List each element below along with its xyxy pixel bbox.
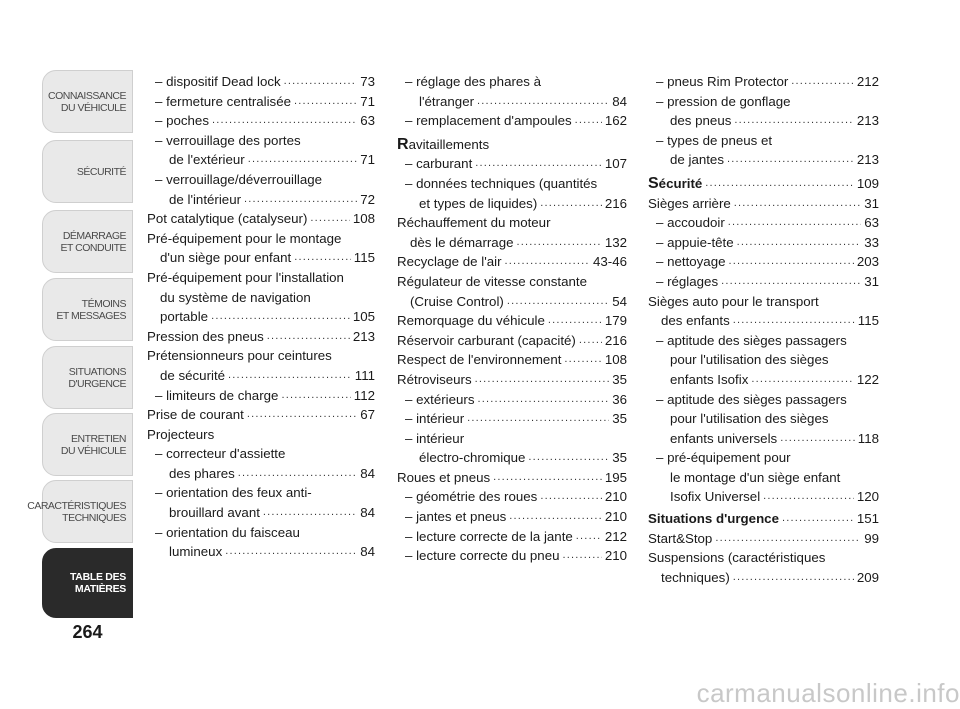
- index-entry-text: Sièges auto pour le transport: [648, 293, 819, 309]
- index-entry[interactable]: [397, 546, 627, 566]
- index-entry[interactable]: [147, 327, 375, 347]
- index-entry[interactable]: [648, 233, 879, 253]
- index-entry-text: de l'intérieur: [169, 191, 242, 207]
- index-entry-text: enfants universels: [670, 430, 778, 446]
- index-entry-text: Recyclage de l'air: [397, 254, 502, 270]
- index-entry-text: – pneus Rim Protector: [656, 74, 789, 89]
- index-entry-text: Respect de l'environnement: [397, 352, 562, 368]
- index-entry[interactable]: [397, 409, 627, 429]
- index-entry-text: – jantes et pneus: [405, 509, 507, 525]
- index-entry-text: Sièges arrière: [648, 195, 731, 211]
- leader-dots: [211, 307, 350, 327]
- index-entry-page: 67: [360, 407, 375, 423]
- index-entry-text: des pneus: [670, 113, 732, 129]
- index-entry-page: 35: [612, 371, 627, 387]
- index-entry-page: 203: [856, 254, 879, 270]
- chapter-tab-label: CONNAISSANCE DU VÉHICULE: [47, 89, 126, 114]
- index-entry[interactable]: [648, 331, 879, 351]
- index-entry-page: 112: [353, 387, 375, 403]
- leader-dots: [248, 150, 357, 170]
- index-entry-page: 132: [604, 234, 627, 250]
- index-entry-text: – pression de gonflage: [656, 93, 791, 109]
- index-entry-text: – verrouillage des portes: [155, 132, 301, 148]
- index-entry-page: 99: [864, 530, 879, 546]
- index-entry-text: l'étranger: [419, 93, 475, 109]
- leader-dots: [728, 213, 861, 233]
- index-entry-text: Pré-équipement pour le montage: [147, 230, 342, 246]
- leader-dots: [705, 174, 854, 194]
- index-entry-page: 213: [856, 152, 879, 168]
- index-entry-page: 109: [856, 175, 879, 191]
- leader-dots: [281, 386, 350, 406]
- index-entry[interactable]: [147, 268, 375, 288]
- index-entry[interactable]: [648, 468, 879, 488]
- index-entry[interactable]: [648, 487, 879, 507]
- index-entry[interactable]: [648, 509, 879, 529]
- index-entry-text: – lecture correcte du pneu: [405, 548, 560, 564]
- index-entry-page: 118: [857, 430, 879, 446]
- index-entry[interactable]: [397, 429, 627, 449]
- index-column-2: [397, 72, 627, 566]
- leader-dots: [475, 154, 602, 174]
- index-entry-page: 210: [604, 489, 627, 505]
- index-entry[interactable]: [397, 311, 627, 331]
- index-entry[interactable]: [648, 150, 879, 170]
- index-entry[interactable]: [648, 429, 879, 449]
- leader-dots: [244, 190, 357, 210]
- chapter-tab-label: SÉCURITÉ: [76, 165, 126, 178]
- index-entry[interactable]: [397, 331, 627, 351]
- index-entry-text: et types de liquides): [419, 195, 538, 211]
- index-entry-text: – intérieur: [405, 411, 465, 427]
- index-entry-text: – types de pneus et: [656, 132, 773, 148]
- index-entry[interactable]: [397, 272, 627, 292]
- page-number: 264: [72, 622, 103, 642]
- index-entry-text: – intérieur: [405, 430, 465, 446]
- index-entry-page: 162: [604, 113, 627, 129]
- index-entry[interactable]: [397, 154, 627, 174]
- index-entry[interactable]: [397, 233, 627, 253]
- index-entry-text: – réglages: [656, 273, 719, 289]
- leader-dots: [782, 509, 854, 529]
- index-entry[interactable]: [397, 135, 627, 155]
- index-entry[interactable]: [147, 92, 375, 112]
- index-entry-text: Projecteurs: [147, 426, 215, 442]
- index-entry[interactable]: [147, 150, 375, 170]
- index-entry-text: pour l'utilisation des sièges: [670, 411, 829, 427]
- index-entry-text: – réglage des phares à: [405, 74, 542, 89]
- leader-dots: [225, 542, 357, 562]
- index-entry-text: dès le démarrage: [410, 234, 514, 250]
- chapter-tab-4[interactable]: [42, 278, 133, 341]
- index-entry[interactable]: [147, 464, 375, 484]
- leader-dots: [733, 568, 854, 588]
- leader-dots: [247, 405, 357, 425]
- watermark: carmanualsonline.info: [696, 678, 960, 708]
- index-entry[interactable]: [648, 174, 879, 194]
- index-entry[interactable]: [648, 529, 879, 549]
- index-entry-page: 107: [604, 156, 627, 172]
- index-entry-text: Réchauffement du moteur: [397, 215, 551, 231]
- index-entry-text: des enfants: [661, 313, 730, 329]
- index-entry-page: 35: [612, 450, 627, 466]
- leader-dots: [516, 233, 601, 253]
- index-entry-text: – limiteurs de charge: [155, 387, 279, 403]
- index-entry-page: 35: [612, 411, 627, 427]
- chapter-tab-label: SITUATIONS D'URGENCE: [68, 365, 126, 390]
- index-entry-text: Prise de courant: [147, 407, 244, 423]
- index-entry-text: Prétensionneurs pour ceintures: [147, 348, 332, 364]
- index-entry-text: Pot catalytique (catalyseur): [147, 211, 308, 227]
- index-entry-text: Roues et pneus: [397, 469, 491, 485]
- leader-dots: [763, 487, 854, 507]
- leader-dots: [727, 150, 854, 170]
- index-entry-text: – poches: [155, 113, 209, 129]
- leader-dots: [780, 429, 855, 449]
- index-entry-text: Situations d'urgence: [648, 511, 779, 527]
- index-entry[interactable]: [397, 468, 627, 488]
- leader-dots: [563, 546, 602, 566]
- index-entry[interactable]: [147, 503, 375, 523]
- index-entry[interactable]: [397, 527, 627, 547]
- index-entry-text: – carburant: [405, 156, 473, 172]
- leader-dots: [212, 111, 357, 131]
- index-entry[interactable]: [147, 366, 375, 386]
- index-entry[interactable]: [648, 213, 879, 233]
- index-entry[interactable]: [397, 507, 627, 527]
- leader-dots: [540, 194, 602, 214]
- index-entry-text: le montage d'un siège enfant: [670, 469, 841, 485]
- index-entry[interactable]: [397, 174, 627, 194]
- index-entry-text: – appuie-tête: [656, 234, 734, 250]
- index-entry-page: 108: [604, 352, 627, 368]
- leader-dots: [579, 331, 602, 351]
- index-entry-page: 120: [856, 489, 879, 505]
- index-entry-text: Pré-équipement pour l'installation: [147, 269, 344, 285]
- index-entry-text: Régulateur de vitesse constante: [397, 273, 587, 289]
- index-entry[interactable]: [648, 548, 879, 568]
- index-entry[interactable]: [648, 194, 879, 214]
- index-entry-text: – pré-équipement pour: [656, 450, 791, 466]
- index-entry[interactable]: [397, 390, 627, 410]
- index-entry-page: 210: [604, 548, 627, 564]
- index-entry[interactable]: [648, 131, 879, 151]
- chapter-tab-label: DÉMARRAGE ET CONDUITE: [60, 229, 126, 254]
- index-entry-text: – géométrie des roues: [405, 489, 538, 505]
- index-entry-text: Suspensions (caractéristiques: [648, 550, 826, 566]
- leader-dots: [729, 252, 854, 272]
- index-entry[interactable]: [397, 487, 627, 507]
- chapter-tab-1[interactable]: [42, 70, 133, 133]
- leader-dots: [791, 72, 854, 92]
- leader-dots: [576, 527, 602, 547]
- leader-dots: [228, 366, 352, 386]
- leader-dots: [284, 72, 358, 92]
- index-entry[interactable]: [397, 213, 627, 233]
- index-entry[interactable]: [648, 272, 879, 292]
- index-entry-page: 213: [352, 328, 375, 344]
- index-entry-page: 84: [360, 505, 375, 521]
- leader-dots: [477, 92, 609, 112]
- index-entry[interactable]: [147, 386, 375, 406]
- index-entry-text: de sécurité: [160, 367, 226, 383]
- index-entry-page: 151: [856, 511, 879, 527]
- index-entry-page: 195: [604, 469, 627, 485]
- leader-dots: [238, 464, 357, 484]
- chapter-tab-7[interactable]: [27, 480, 133, 543]
- index-entry-page: 72: [360, 191, 375, 207]
- leader-dots: [737, 233, 862, 253]
- index-entry[interactable]: [397, 448, 627, 468]
- leader-dots: [734, 194, 861, 214]
- index-entry-text: Sécurité: [648, 174, 703, 192]
- leader-dots: [751, 370, 853, 390]
- leader-dots: [267, 327, 350, 347]
- index-column-3: [648, 72, 879, 587]
- index-entry-text: Réservoir carburant (capacité): [397, 332, 576, 348]
- index-entry-page: 115: [353, 250, 375, 266]
- leader-dots: [477, 390, 609, 410]
- index-entry[interactable]: [397, 92, 627, 112]
- index-entry[interactable]: [147, 523, 375, 543]
- index-entry-text: techniques): [661, 569, 730, 585]
- index-entry[interactable]: [648, 568, 879, 588]
- chapter-tab-label: ENTRETIEN DU VÉHICULE: [60, 432, 126, 457]
- leader-dots: [310, 209, 349, 229]
- index-entry-text: du système de navigation: [160, 289, 311, 305]
- index-entry-text: Start&Stop: [648, 530, 713, 546]
- leader-dots: [475, 370, 610, 390]
- index-entry-text: – lecture correcte de la jante: [405, 528, 573, 544]
- leader-dots: [733, 311, 855, 331]
- leader-dots: [721, 272, 861, 292]
- leader-dots: [564, 350, 601, 370]
- index-entry[interactable]: [397, 194, 627, 214]
- chapter-tab-label: TÉMOINS ET MESSAGES: [56, 297, 126, 322]
- leader-dots: [734, 111, 853, 131]
- index-entry-text: – correcteur d'assiette: [155, 446, 286, 462]
- index-entry-page: 36: [612, 391, 627, 407]
- leader-dots: [575, 111, 602, 131]
- index-entry[interactable]: [147, 288, 375, 308]
- index-entry-text: des phares: [169, 465, 235, 481]
- index-entry-page: 84: [360, 544, 375, 560]
- index-entry-text: – extérieurs: [405, 391, 475, 407]
- chapter-tab-2[interactable]: [42, 140, 133, 203]
- index-entry[interactable]: [397, 370, 627, 390]
- index-entry-page: 111: [354, 367, 375, 383]
- index-entry[interactable]: [147, 425, 375, 445]
- index-entry-page: 31: [864, 273, 879, 289]
- index-entry[interactable]: [648, 92, 879, 112]
- index-entry-page: 43-46: [592, 254, 627, 270]
- index-entry-text: portable: [160, 309, 209, 325]
- leader-dots: [509, 507, 602, 527]
- index-entry-page: 122: [856, 371, 879, 387]
- index-entry[interactable]: [397, 252, 627, 272]
- leader-dots: [493, 468, 602, 488]
- index-entry-text: – aptitude des sièges passagers: [656, 391, 847, 407]
- index-entry-page: 216: [604, 195, 627, 211]
- index-entry[interactable]: [147, 444, 375, 464]
- index-entry-text: enfants Isofix: [670, 371, 749, 387]
- index-entry[interactable]: [147, 483, 375, 503]
- chapter-tab-5[interactable]: [42, 346, 133, 409]
- index-entry-page: 213: [856, 113, 879, 129]
- index-entry-page: 108: [352, 211, 375, 227]
- index-entry[interactable]: [648, 350, 879, 370]
- index-entry-page: 105: [352, 309, 375, 325]
- index-entry-page: 54: [612, 293, 627, 309]
- index-entry[interactable]: [147, 111, 375, 131]
- chapter-tab-3[interactable]: [42, 210, 133, 273]
- index-entry[interactable]: [397, 72, 627, 92]
- index-entry-page: 31: [864, 195, 879, 211]
- index-entry[interactable]: [648, 370, 879, 390]
- index-entry-page: 33: [864, 234, 879, 250]
- index-entry-page: 73: [360, 74, 375, 89]
- index-entry[interactable]: [397, 111, 627, 131]
- index-entry-text: brouillard avant: [169, 505, 260, 521]
- index-entry[interactable]: [397, 292, 627, 312]
- chapter-tab-label: CARACTÉRISTIQUES TECHNIQUES: [27, 499, 126, 524]
- leader-dots: [528, 448, 609, 468]
- chapter-tab-6[interactable]: [42, 413, 133, 476]
- leader-dots: [294, 248, 351, 268]
- index-entry[interactable]: [147, 248, 375, 268]
- index-entry-text: d'un siège pour enfant: [160, 250, 292, 266]
- leader-dots: [540, 487, 602, 507]
- index-entry[interactable]: [648, 448, 879, 468]
- leader-dots: [467, 409, 609, 429]
- index-entry-text: – remplacement d'ampoules: [405, 113, 572, 129]
- index-entry[interactable]: [648, 292, 879, 312]
- index-entry[interactable]: [147, 170, 375, 190]
- index-entry[interactable]: [648, 72, 879, 92]
- index-entry-text: pour l'utilisation des sièges: [670, 352, 829, 368]
- index-entry-page: 115: [857, 313, 879, 329]
- index-entry[interactable]: [648, 409, 879, 429]
- index-entry-text: – accoudoir: [656, 215, 725, 231]
- index-entry-page: 209: [856, 569, 879, 585]
- index-entry-page: 63: [864, 215, 879, 231]
- index-entry-text: (Cruise Control): [410, 293, 504, 309]
- index-column-1: [147, 72, 375, 562]
- leader-dots: [548, 311, 602, 331]
- index-entry-text: de jantes: [670, 152, 724, 168]
- index-entry[interactable]: [147, 346, 375, 366]
- index-entry[interactable]: [648, 311, 879, 331]
- index-entry-text: – verrouillage/déverrouillage: [155, 171, 323, 187]
- chapter-tab-8[interactable]: [42, 548, 133, 618]
- index-entry-text: Ravitaillements: [397, 135, 490, 153]
- index-entry-text: Isofix Universel: [670, 489, 761, 505]
- index-entry-page: 63: [360, 113, 375, 129]
- leader-dots: [294, 92, 357, 112]
- index-entry-text: – fermeture centralisée: [155, 93, 291, 109]
- index-entry-page: 216: [604, 332, 627, 348]
- leader-dots: [715, 529, 861, 549]
- leader-dots: [263, 503, 357, 523]
- index-entry[interactable]: [147, 405, 375, 425]
- index-entry[interactable]: [147, 209, 375, 229]
- index-entry[interactable]: [397, 350, 627, 370]
- index-entry[interactable]: [147, 542, 375, 562]
- index-entry[interactable]: [648, 111, 879, 131]
- index-entry-page: 71: [360, 152, 375, 168]
- index-entry-page: 210: [604, 509, 627, 525]
- index-entry-text: – orientation des feux anti-: [155, 485, 312, 501]
- index-entry-page: 179: [604, 313, 627, 329]
- index-entry-text: Remorquage du véhicule: [397, 313, 545, 329]
- leader-dots: [505, 252, 590, 272]
- index-entry-text: électro-chromique: [419, 450, 526, 466]
- index-entry[interactable]: [648, 390, 879, 410]
- index-entry-text: – nettoyage: [656, 254, 726, 270]
- leader-dots: [507, 292, 609, 312]
- index-entry-text: Rétroviseurs: [397, 371, 472, 387]
- index-entry-page: 71: [360, 93, 375, 109]
- index-entry-page: 212: [856, 74, 879, 89]
- index-entry[interactable]: [147, 190, 375, 210]
- index-entry-text: – aptitude des sièges passagers: [656, 332, 847, 348]
- index-entry[interactable]: [147, 72, 375, 92]
- index-entry[interactable]: [147, 307, 375, 327]
- index-entry-text: lumineux: [169, 544, 223, 560]
- index-entry-text: – dispositif Dead lock: [155, 74, 281, 89]
- index-entry-text: – orientation du faisceau: [155, 524, 300, 540]
- index-entry[interactable]: [147, 229, 375, 249]
- index-entry-page: 84: [360, 465, 375, 481]
- index-entry-text: Pression des pneus: [147, 328, 264, 344]
- index-entry-page: 84: [612, 93, 627, 109]
- index-entry-text: – données techniques (quantités: [405, 175, 598, 191]
- index-entry[interactable]: [147, 131, 375, 151]
- index-entry[interactable]: [648, 252, 879, 272]
- index-entry-page: 212: [604, 528, 627, 544]
- chapter-tab-label: TABLE DES MATIÈRES: [69, 571, 126, 595]
- index-entry-text: de l'extérieur: [169, 152, 245, 168]
